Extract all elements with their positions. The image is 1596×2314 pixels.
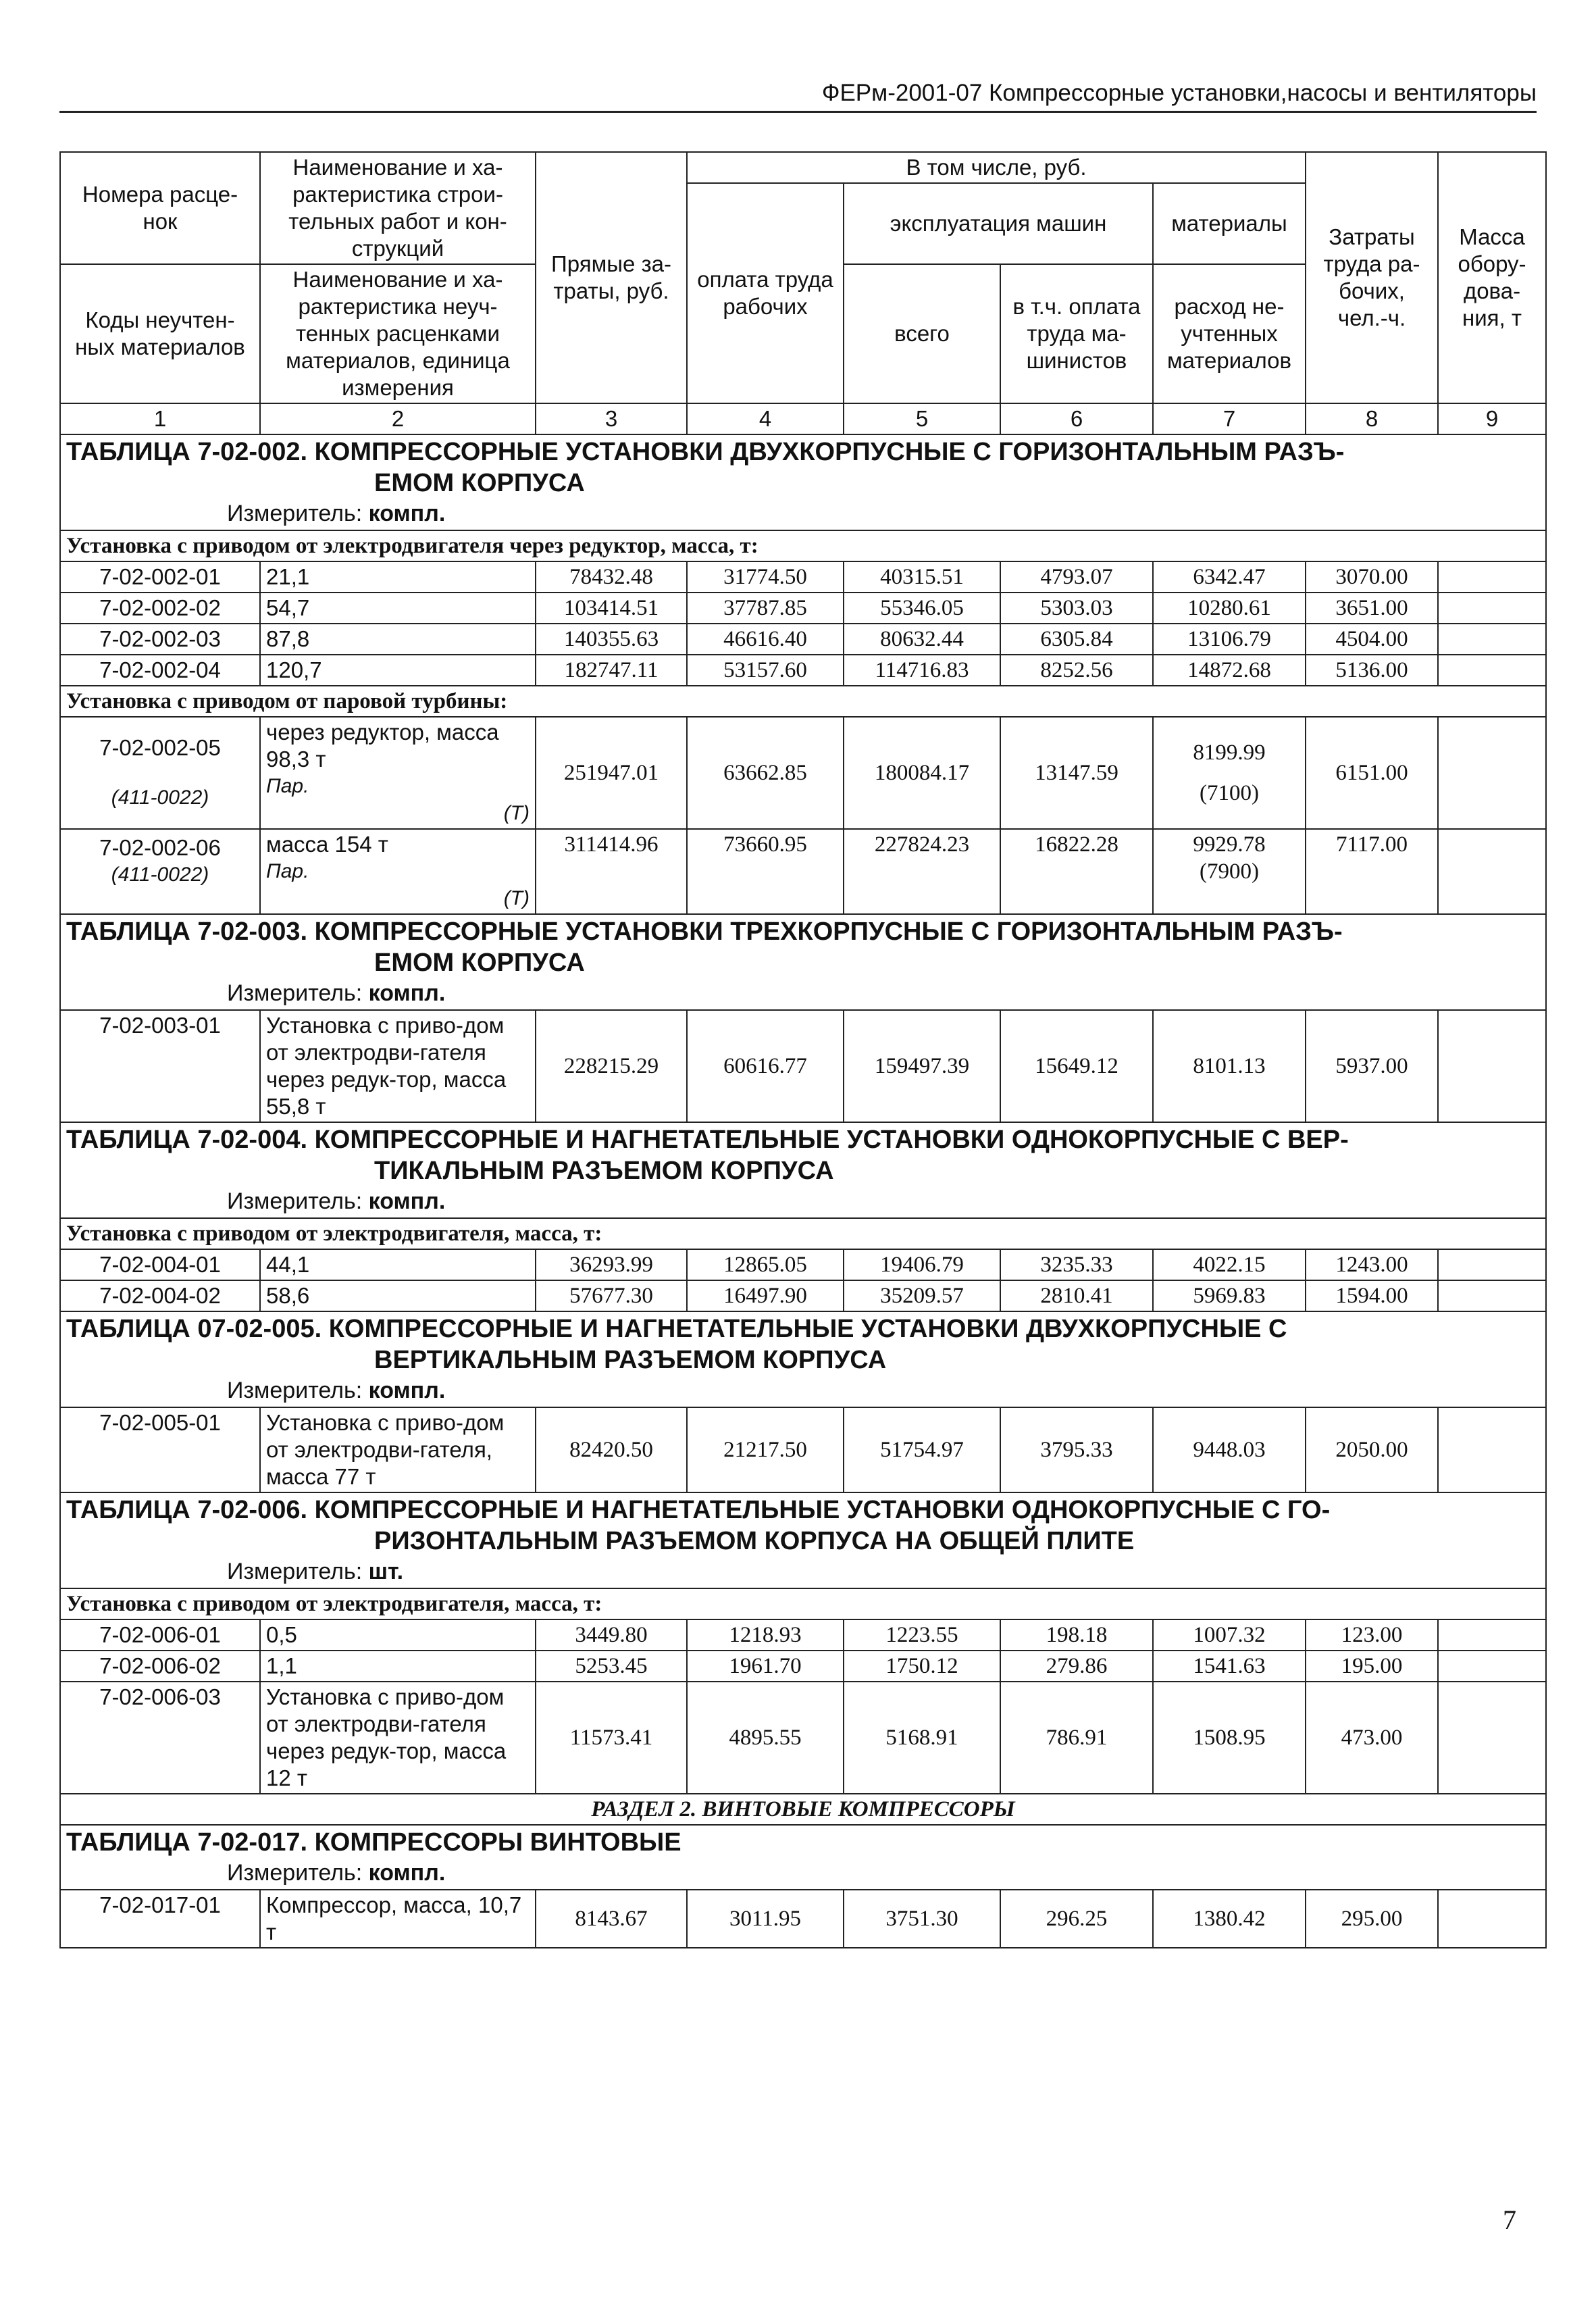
- col-number: 6: [1000, 403, 1153, 434]
- labor-hours: 5136.00: [1306, 655, 1438, 686]
- table-title-7-02-005: [60, 1311, 1546, 1407]
- meter: [66, 1858, 1540, 1888]
- table-title-row: [60, 914, 1546, 1010]
- operator-wages: 2810.41: [1000, 1280, 1153, 1311]
- rate-code-cell: [60, 717, 260, 829]
- page-header: [59, 76, 1537, 113]
- wages: 1218.93: [687, 1619, 844, 1651]
- equipment-mass: [1438, 1249, 1546, 1280]
- subheading: Установка с приводом от паровой турбины:: [60, 686, 1546, 717]
- meter-value: компл.: [368, 501, 446, 526]
- table-title-7-02-003: [60, 914, 1546, 1010]
- header-title: ФЕРм-2001-07 Компрессорные установки,насосы и вентиляторы: [821, 80, 1537, 106]
- labor-hours: 195.00: [1306, 1651, 1438, 1682]
- material-name: Пар.: [266, 775, 309, 797]
- machines-total: 114716.83: [844, 655, 1000, 686]
- col-header-operator-wages: в т.ч. оплата труда ма-шинистов: [1000, 264, 1153, 403]
- subheading: Установка с приводом от электродвигателя, масса, т:: [60, 1588, 1546, 1619]
- rate-name: Установка с приво-дом от электродви-гателя, масса 77 т: [260, 1407, 536, 1492]
- table-row: [60, 1890, 1546, 1948]
- table-title-row: [60, 1122, 1546, 1218]
- machines-total: 19406.79: [844, 1249, 1000, 1280]
- meter: [66, 978, 1540, 1008]
- rate-code: 7-02-006-02: [60, 1651, 260, 1682]
- machines-total: 40315.51: [844, 561, 1000, 593]
- operator-wages: 296.25: [1000, 1890, 1153, 1948]
- wages: 31774.50: [687, 561, 844, 593]
- table-title-line: РИЗОНТАЛЬНЫМ РАЗЪЕМОМ КОРПУСА НА ОБЩЕЙ ПЛИТЕ: [374, 1527, 1135, 1555]
- direct-costs: 140355.63: [536, 624, 687, 655]
- subheading: Установка с приводом от электродвигателя через редуктор, масса, т:: [60, 530, 1546, 561]
- materials: 13106.79: [1153, 624, 1306, 655]
- direct-costs: 5253.45: [536, 1651, 687, 1682]
- meter-value: шт.: [368, 1559, 404, 1584]
- rate-code: 7-02-002-03: [60, 624, 260, 655]
- subheading-row: [60, 1588, 1546, 1619]
- equipment-mass: [1438, 717, 1546, 829]
- materials: 4022.15: [1153, 1249, 1306, 1280]
- meter: [66, 1376, 1540, 1405]
- wages: 16497.90: [687, 1280, 844, 1311]
- table-title-line: ТАБЛИЦА 7-02-002. КОМПРЕССОРНЫЕ УСТАНОВКИ ДВУХКОРПУСНЫЕ С ГОРИЗОНТАЛЬНЫМ РАЗЪ-: [66, 438, 1345, 466]
- equipment-mass: [1438, 593, 1546, 624]
- table-row: [60, 1010, 1546, 1122]
- col-header-mass: Масса обору-дова-ния, т: [1438, 152, 1546, 403]
- labor-hours: 295.00: [1306, 1890, 1438, 1948]
- col-header-materials: материалы: [1153, 183, 1306, 264]
- table-row: [60, 624, 1546, 655]
- materials: 9448.03: [1153, 1407, 1306, 1492]
- column-numbers-row: [60, 403, 1546, 434]
- operator-wages: 198.18: [1000, 1619, 1153, 1651]
- table-title-line: ТАБЛИЦА 07-02-005. КОМПРЕССОРНЫЕ И НАГНЕТАТЕЛЬНЫЕ УСТАНОВКИ ДВУХКОРПУСНЫЕ С: [66, 1315, 1287, 1343]
- rate-name-cell: [260, 717, 536, 829]
- rate-name: 21,1: [260, 561, 536, 593]
- col-number: 5: [844, 403, 1000, 434]
- operator-wages: 3795.33: [1000, 1407, 1153, 1492]
- operator-wages: 5303.03: [1000, 593, 1153, 624]
- materials: 1508.95: [1153, 1682, 1306, 1794]
- col-header-including: В том числе, руб.: [687, 152, 1306, 183]
- rate-code: 7-02-002-05: [99, 735, 221, 760]
- col-number: 2: [260, 403, 536, 434]
- direct-costs: 251947.01: [536, 717, 687, 829]
- unaccounted-materials: (7900): [1200, 859, 1259, 884]
- labor-hours: 1243.00: [1306, 1249, 1438, 1280]
- meter-label: Измеритель:: [227, 501, 363, 526]
- materials: 1007.32: [1153, 1619, 1306, 1651]
- machines-total: 5168.91: [844, 1682, 1000, 1794]
- direct-costs: 82420.50: [536, 1407, 687, 1492]
- col-number: 1: [60, 403, 260, 434]
- table-title-row: [60, 1825, 1546, 1890]
- meter: [66, 1186, 1540, 1216]
- rate-name: Установка с приво-дом от электродви-гателя через редук-тор, масса 55,8 т: [260, 1010, 536, 1122]
- materials: 1380.42: [1153, 1890, 1306, 1948]
- machines-total: 1750.12: [844, 1651, 1000, 1682]
- operator-wages: 13147.59: [1000, 717, 1153, 829]
- equipment-mass: [1438, 561, 1546, 593]
- meter-label: Измеритель:: [227, 1559, 363, 1584]
- table-row: [60, 561, 1546, 593]
- rate-name-cell: [260, 829, 536, 914]
- table-title-row: [60, 1311, 1546, 1407]
- labor-hours: 3651.00: [1306, 593, 1438, 624]
- operator-wages: 16822.28: [1000, 829, 1153, 914]
- table-title-line: ЕМОМ КОРПУСА: [374, 949, 585, 977]
- machines-total: 1223.55: [844, 1619, 1000, 1651]
- table-title-7-02-006: [60, 1492, 1546, 1588]
- table-row: [60, 593, 1546, 624]
- wages: 1961.70: [687, 1651, 844, 1682]
- material-mark: (Т): [503, 887, 530, 909]
- labor-hours: 123.00: [1306, 1619, 1438, 1651]
- direct-costs: 57677.30: [536, 1280, 687, 1311]
- machines-total: 51754.97: [844, 1407, 1000, 1492]
- rate-code: 7-02-004-01: [60, 1249, 260, 1280]
- col-number: 9: [1438, 403, 1546, 434]
- table-row: [60, 1407, 1546, 1492]
- table-title-line: ЕМОМ КОРПУСА: [374, 469, 585, 497]
- direct-costs: 8143.67: [536, 1890, 687, 1948]
- direct-costs: 228215.29: [536, 1010, 687, 1122]
- col-header-labor: Затраты труда ра-бочих, чел.-ч.: [1306, 152, 1438, 403]
- material-name: Пар.: [266, 860, 309, 882]
- labor-hours: 7117.00: [1306, 829, 1438, 914]
- table-row: [60, 1280, 1546, 1311]
- machines-total: 227824.23: [844, 829, 1000, 914]
- wages: 60616.77: [687, 1010, 844, 1122]
- col-header-direct-costs: Прямые за-траты, руб.: [536, 152, 687, 403]
- labor-hours: 473.00: [1306, 1682, 1438, 1794]
- rate-name: 0,5: [260, 1619, 536, 1651]
- col-number: 4: [687, 403, 844, 434]
- wages: 3011.95: [687, 1890, 844, 1948]
- rate-code: 7-02-002-04: [60, 655, 260, 686]
- labor-hours: 3070.00: [1306, 561, 1438, 593]
- subheading-row: [60, 686, 1546, 717]
- operator-wages: 279.86: [1000, 1651, 1153, 1682]
- materials: 1541.63: [1153, 1651, 1306, 1682]
- equipment-mass: [1438, 655, 1546, 686]
- operator-wages: 15649.12: [1000, 1010, 1153, 1122]
- labor-hours: 4504.00: [1306, 624, 1438, 655]
- table-row: [60, 1619, 1546, 1651]
- meter-value: компл.: [368, 1860, 446, 1886]
- material-mark: (Т): [503, 802, 530, 824]
- labor-hours: 5937.00: [1306, 1010, 1438, 1122]
- meter-value: компл.: [368, 980, 446, 1006]
- subheading-row: [60, 530, 1546, 561]
- table-row: [60, 655, 1546, 686]
- table-title-line: ТИКАЛЬНЫМ РАЗЪЕМОМ КОРПУСА: [374, 1157, 834, 1185]
- meter-label: Измеритель:: [227, 1378, 363, 1403]
- equipment-mass: [1438, 1280, 1546, 1311]
- rate-code: 7-02-005-01: [60, 1407, 260, 1492]
- equipment-mass: [1438, 624, 1546, 655]
- table-row: [60, 1651, 1546, 1682]
- col-header-codes: Номера расце-нок: [60, 152, 260, 264]
- operator-wages: 786.91: [1000, 1682, 1153, 1794]
- unaccounted-materials: (7100): [1200, 781, 1259, 805]
- machines-total: 159497.39: [844, 1010, 1000, 1122]
- wages: 53157.60: [687, 655, 844, 686]
- materials: 14872.68: [1153, 655, 1306, 686]
- meter-value: компл.: [368, 1378, 446, 1403]
- meter-label: Измеритель:: [227, 1188, 363, 1214]
- rate-code-cell: [60, 829, 260, 914]
- col-number: 8: [1306, 403, 1438, 434]
- direct-costs: 36293.99: [536, 1249, 687, 1280]
- table-title-line: ТАБЛИЦА 7-02-004. КОМПРЕССОРНЫЕ И НАГНЕТАТЕЛЬНЫЕ УСТАНОВКИ ОДНОКОРПУСНЫЕ С ВЕР-: [66, 1126, 1349, 1154]
- meter-label: Измеритель:: [227, 1860, 363, 1886]
- machines-total: 55346.05: [844, 593, 1000, 624]
- wages: 12865.05: [687, 1249, 844, 1280]
- rate-code: 7-02-002-02: [60, 593, 260, 624]
- materials: 6342.47: [1153, 561, 1306, 593]
- rate-code: 7-02-002-01: [60, 561, 260, 593]
- wages: 73660.95: [687, 829, 844, 914]
- meter: [66, 1557, 1540, 1586]
- direct-costs: 182747.11: [536, 655, 687, 686]
- labor-hours: 2050.00: [1306, 1407, 1438, 1492]
- table-row: [60, 717, 1546, 829]
- rate-name: 120,7: [260, 655, 536, 686]
- section-row: [60, 1794, 1546, 1825]
- col-header-material-codes: Коды неучтен-ных материалов: [60, 264, 260, 403]
- rate-name: 87,8: [260, 624, 536, 655]
- col-header-machines-total: всего: [844, 264, 1000, 403]
- table-title-line: ВЕРТИКАЛЬНЫМ РАЗЪЕМОМ КОРПУСА: [374, 1346, 887, 1374]
- rate-name: масса 154 т: [266, 832, 388, 857]
- material-code: (411-0022): [111, 863, 209, 886]
- direct-costs: 11573.41: [536, 1682, 687, 1794]
- rate-code: 7-02-017-01: [60, 1890, 260, 1948]
- machines-total: 180084.17: [844, 717, 1000, 829]
- meter: [66, 499, 1540, 528]
- rate-code: 7-02-003-01: [60, 1010, 260, 1122]
- col-header-unaccounted-materials: расход не-учтенных материалов: [1153, 264, 1306, 403]
- machines-total: 35209.57: [844, 1280, 1000, 1311]
- machines-total: 3751.30: [844, 1890, 1000, 1948]
- table-title-line: ТАБЛИЦА 7-02-006. КОМПРЕССОРНЫЕ И НАГНЕТАТЕЛЬНЫЕ УСТАНОВКИ ОДНОКОРПУСНЫЕ С ГО-: [66, 1496, 1331, 1524]
- col-header-wages: оплата труда рабочих: [687, 183, 844, 403]
- operator-wages: 4793.07: [1000, 561, 1153, 593]
- table-title-7-02-002: [60, 434, 1546, 530]
- rate-name: 54,7: [260, 593, 536, 624]
- direct-costs: 103414.51: [536, 593, 687, 624]
- rate-code: 7-02-006-03: [60, 1682, 260, 1794]
- rate-name: 58,6: [260, 1280, 536, 1311]
- wages: 37787.85: [687, 593, 844, 624]
- page-number: 7: [1503, 2205, 1516, 2235]
- table-title-line: ТАБЛИЦА 7-02-017. КОМПРЕССОРЫ ВИНТОВЫЕ: [66, 1828, 681, 1857]
- section-title: РАЗДЕЛ 2. ВИНТОВЫЕ КОМПРЕССОРЫ: [60, 1794, 1546, 1825]
- operator-wages: 3235.33: [1000, 1249, 1153, 1280]
- rate-name: 44,1: [260, 1249, 536, 1280]
- material-code: (411-0022): [111, 786, 209, 809]
- subheading: Установка с приводом от электродвигателя, масса, т:: [60, 1218, 1546, 1249]
- rate-name: 1,1: [260, 1651, 536, 1682]
- header-row-1: [60, 152, 1546, 183]
- materials-cell: [1153, 829, 1306, 914]
- machines-total: 80632.44: [844, 624, 1000, 655]
- meter-value: компл.: [368, 1188, 446, 1214]
- equipment-mass: [1438, 1619, 1546, 1651]
- direct-costs: 78432.48: [536, 561, 687, 593]
- rate-code: 7-02-004-02: [60, 1280, 260, 1311]
- direct-costs: 3449.80: [536, 1619, 687, 1651]
- equipment-mass: [1438, 1651, 1546, 1682]
- rate-name: Компрессор, масса, 10,7 т: [260, 1890, 536, 1948]
- materials: 8101.13: [1153, 1010, 1306, 1122]
- materials: 8199.99: [1193, 740, 1266, 765]
- meter-label: Измеритель:: [227, 980, 363, 1006]
- subheading-row: [60, 1218, 1546, 1249]
- rate-name: через редуктор, масса 98,3 т: [266, 720, 499, 772]
- rate-name: Установка с приво-дом от электродви-гателя через редук-тор, масса 12 т: [260, 1682, 536, 1794]
- table-title-row: [60, 1492, 1546, 1588]
- rate-code: 7-02-002-06: [99, 835, 221, 860]
- table-title-7-02-017: [60, 1825, 1546, 1890]
- wages: 4895.55: [687, 1682, 844, 1794]
- equipment-mass: [1438, 1890, 1546, 1948]
- col-header-machines: эксплуатация машин: [844, 183, 1153, 264]
- rate-code: 7-02-006-01: [60, 1619, 260, 1651]
- operator-wages: 6305.84: [1000, 624, 1153, 655]
- table-row: [60, 829, 1546, 914]
- labor-hours: 6151.00: [1306, 717, 1438, 829]
- direct-costs: 311414.96: [536, 829, 687, 914]
- equipment-mass: [1438, 1010, 1546, 1122]
- col-header-name: Наименование и ха-рактеристика строи-тельных работ и кон-струкций: [260, 152, 536, 264]
- price-table: [59, 151, 1547, 1948]
- materials: 5969.83: [1153, 1280, 1306, 1311]
- wages: 46616.40: [687, 624, 844, 655]
- equipment-mass: [1438, 829, 1546, 914]
- materials-cell: [1153, 717, 1306, 829]
- equipment-mass: [1438, 1682, 1546, 1794]
- wages: 21217.50: [687, 1407, 844, 1492]
- col-number: 3: [536, 403, 687, 434]
- table-row: [60, 1249, 1546, 1280]
- table-title-7-02-004: [60, 1122, 1546, 1218]
- equipment-mass: [1438, 1407, 1546, 1492]
- materials: 9929.78: [1193, 832, 1266, 857]
- table-title-line: ТАБЛИЦА 7-02-003. КОМПРЕССОРНЫЕ УСТАНОВКИ ТРЕХКОРПУСНЫЕ С ГОРИЗОНТАЛЬНЫМ РАЗЪ-: [66, 917, 1343, 946]
- table-title-row: [60, 434, 1546, 530]
- operator-wages: 8252.56: [1000, 655, 1153, 686]
- col-header-material-name: Наименование и ха-рактеристика неуч-тенных расценками материалов, единица измерения: [260, 264, 536, 403]
- table-row: [60, 1682, 1546, 1794]
- col-number: 7: [1153, 403, 1306, 434]
- labor-hours: 1594.00: [1306, 1280, 1438, 1311]
- wages: 63662.85: [687, 717, 844, 829]
- materials: 10280.61: [1153, 593, 1306, 624]
